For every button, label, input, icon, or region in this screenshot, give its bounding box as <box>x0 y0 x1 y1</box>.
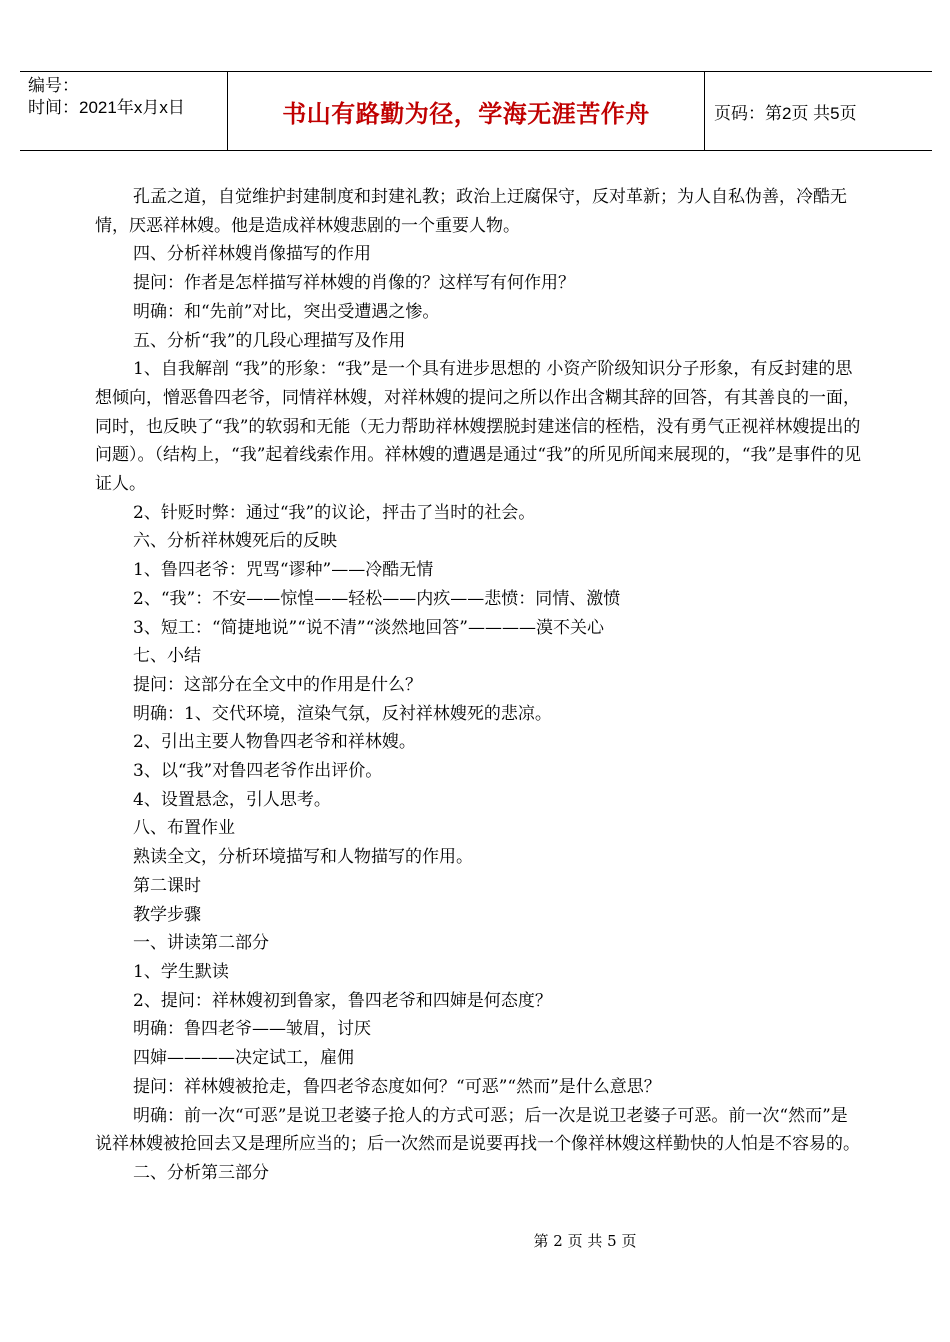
header-motto-cell <box>227 72 705 150</box>
paragraph: 孔孟之道，自觉维护封建制度和封建礼教；政治上迂腐保守，反对革新；为人自私伪善，冷酷无情，厌恶祥林嫂。他是造成祥林嫂悲剧的一个重要人物。 <box>95 187 847 236</box>
paragraph: 熟读全文，分析环境描写和人物描写的作用。 <box>133 847 473 868</box>
paragraph: 2、“我”：不安——惊惶——轻松——内疚——悲愤：同情、激愤 <box>133 588 621 609</box>
paragraph: 1、自我解剖 “我”的形象：“我”是一个具有进步思想的 小资产阶级知识分子形象，有反封建的思想倾向，憎恶鲁四老爷，同情祥林嫂，对祥林嫂的提问之所以作出含糊其辞的回答，有其善良的一面，同时，也反映了“我”的软弱和无能（无力帮助祥林嫂摆脱封建迷信的桎梏，没有勇气正视祥林嫂提出的问题）。（结构上，“我”起着线索作用。祥林嫂的遭遇是通过“我”的所见所闻来展现的，“我”是事件的见证人。 <box>95 359 862 495</box>
time-label: 时间：2021年x月x日 <box>28 98 185 117</box>
paragraph: 明确：前一次“可恶”是说卫老婆子抢人的方式可恶；后一次是说卫老婆子可恶。前一次“然而”是说祥林嫂被抢回去又是理所应当的；后一次然而是说要再找一个像祥林嫂这样勤快的人怕是不容易的。 <box>95 1105 860 1155</box>
paragraph: 1、鲁四老爷：咒骂“谬种”——冷酷无情 <box>133 560 434 581</box>
header-page-cell <box>704 72 932 150</box>
section-heading: 七、小结 <box>133 646 201 667</box>
page-footer: 第 2 页 共 5 页 <box>533 1232 637 1250</box>
paragraph: 2、引出主要人物鲁四老爷和祥林嫂。 <box>133 732 416 753</box>
paragraph: 3、短工：“简捷地说”“说不清”“淡然地回答”————漠不关心 <box>133 617 604 638</box>
header-meta <box>20 72 227 150</box>
section-heading: 第二课时 <box>133 875 201 896</box>
paragraph: 明确：鲁四老爷——皱眉，讨厌 <box>133 1019 371 1040</box>
section-heading: 八、布置作业 <box>133 818 235 839</box>
paragraph: 提问：祥林嫂被抢走，鲁四老爷态度如何？“可恶”“然而”是什么意思？ <box>133 1076 661 1097</box>
paragraph: 提问：这部分在全文中的作用是什么？ <box>133 674 422 695</box>
paragraph: 1、学生默读 <box>133 961 229 982</box>
motto: 书山有路勤为径，学海无涯苦作舟 <box>282 99 650 128</box>
document-body <box>95 183 863 1188</box>
paragraph: 2、针贬时弊：通过“我”的议论，抨击了当时的社会。 <box>133 502 536 523</box>
section-heading: 四、分析祥林嫂肖像描写的作用 <box>133 244 371 265</box>
section-heading: 五、分析“我”的几段心理描写及作用 <box>133 330 406 351</box>
paragraph: 4、设置悬念，引人思考。 <box>133 789 331 810</box>
number-label: 编号： <box>28 76 79 95</box>
paragraph: 明确：1、交代环境，渲染气氛，反衬祥林嫂死的悲凉。 <box>133 703 552 724</box>
paragraph: 2、提问：祥林嫂初到鲁家，鲁四老爷和四婶是何态度？ <box>133 990 552 1011</box>
paragraph: 明确：和“先前”对比，突出受遭遇之惨。 <box>133 301 440 322</box>
page-info: 页码：第2页 共5页 <box>714 103 857 123</box>
paragraph: 四婶————决定试工，雇佣 <box>133 1048 354 1069</box>
page-header <box>20 71 932 151</box>
paragraph: 教学步骤 <box>133 904 201 925</box>
section-heading: 一、讲读第二部分 <box>133 933 269 954</box>
section-heading: 六、分析祥林嫂死后的反映 <box>133 531 337 552</box>
paragraph: 提问：作者是怎样描写祥林嫂的肖像的？这样写有何作用？ <box>133 273 575 294</box>
section-heading: 二、分析第三部分 <box>133 1162 269 1183</box>
paragraph: 3、以“我”对鲁四老爷作出评价。 <box>133 761 383 782</box>
